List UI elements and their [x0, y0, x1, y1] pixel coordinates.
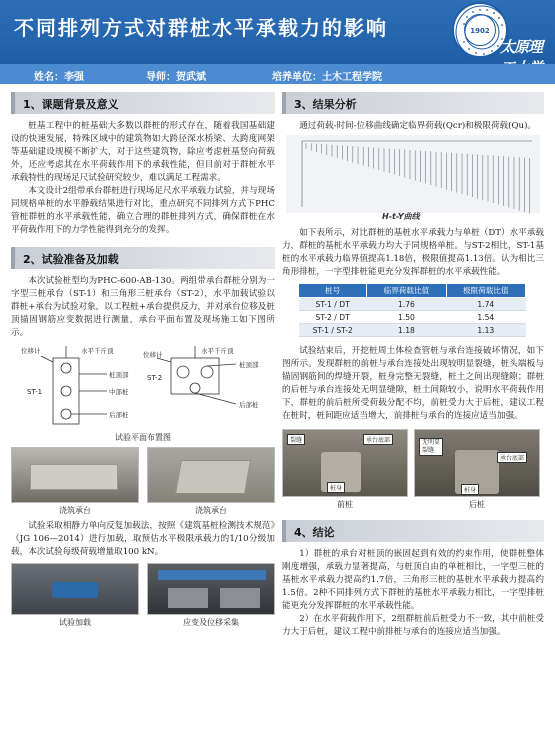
diagram-label-jack: 水平千斤顶: [81, 347, 114, 355]
paragraph: 2）在水平荷载作用下，2组群桩前后桩受力不一致，其中前桩受力大于后桩，建议工程中前排桩与承台的连接应适当加强。: [282, 614, 544, 637]
photo-block: [282, 429, 408, 510]
figure-caption: 后桩: [469, 500, 485, 509]
paragraph: 本文设计2组带承台群桩进行现场足尺水平承载力试验，并与现场同规格单桩的水平静载结果进行对比，重点研究不同排列方式下PHC管桩群桩的水平承载性能，确立合理的群桩排列方式，确保群桩在水平荷载作用下的力学性能得到充分的发挥。: [11, 186, 275, 235]
table-cell: 1.13: [446, 324, 525, 337]
photo-label-pile-2: 桩身: [461, 484, 479, 495]
diagram-label-back-2: 后部桩: [239, 401, 259, 409]
layout-diagram: [11, 344, 275, 436]
photo-label-pile: 桩身: [327, 482, 345, 493]
photo-block: [11, 563, 139, 628]
hty-chart: [282, 135, 544, 223]
table-cell: ST-1 / DT: [299, 298, 367, 311]
section-heading: 1、课题背景及意义: [11, 92, 275, 114]
photo-test-loading: [11, 563, 139, 615]
paragraph: 试验结束后，开挖桩周土体检查管桩与承台连接破坏情况，如下图所示。发现群桩的前桩与承台连接处出现较明显裂缝，桩头端板与锚固钢筋间的焊缝开裂，桩身完整无裂缝，桩土之间出现缝隙；群桩的后桩与承台连接处无明显缝隙，桩土间隙较小，说明水平荷载作用下，群桩的前后桩所受荷载分配不均，前桩受力大于后桩，建议工程在桩时，桩间距应适当增大，前排桩与承台的连接应适当加强。: [282, 346, 544, 421]
photo-cap-pouring-2: [147, 447, 275, 503]
diagram-label-st1: ST-1: [27, 388, 43, 396]
table-cell: 1.50: [367, 311, 446, 324]
photo-row: [11, 447, 275, 516]
photo-front-pile: [282, 429, 408, 497]
author-info-bar: [0, 64, 555, 84]
paragraph: 桩基工程中的桩基础大多数以群桩的形式存在，随着我国基础建设的快速发展，特殊区域中的建筑物如大跨径深水桥梁、大跨度网架等基础建设规模不断扩大，对于这些建筑物，除应考虑桩基竖向荷载外，还应考虑其在水平荷载作用下的承载性能，但目前对于群桩水平承载特性的现场足尺试验研究较少，难以满足工程需求。: [11, 121, 275, 183]
table-cell: 1.74: [446, 298, 525, 311]
paragraph: 本次试验桩型均为PHC-600-AB-130。两组带承台群桩分别为一字型三桩承台（ST-1）和三角形三桩承台（ST-2），水平加载试验以群桩+承台为试验对象，以工程桩+承台提供反力，并对承台位移及桩顶锚固钢筋应变数据进行测量，承台平面布置及现场施工如下图所示。: [11, 276, 275, 338]
photo-label-cap: 承台底部: [363, 434, 393, 445]
table-cell: 1.76: [367, 298, 446, 311]
figure-caption: 试验平面布置图: [115, 433, 171, 442]
left-column: [11, 92, 275, 628]
table-cell: 1.18: [367, 324, 446, 337]
diagram-label-disp-2: 位移计: [143, 351, 163, 359]
photo-label-crack: 裂缝: [287, 434, 305, 445]
university-name-script: 太原理: [500, 38, 543, 56]
table-header: 桩号: [299, 284, 367, 298]
figure-caption: 试验加载: [59, 618, 91, 627]
section-heading: 4、结论: [282, 520, 544, 542]
table-header-row: [299, 284, 526, 298]
paragraph: 通过荷载-时间-位移曲线确定临界荷载(Qcr)和极限荷载(Qu)。: [299, 121, 537, 131]
table-header: 临界荷载比值: [367, 284, 446, 298]
figure-caption: 应变及位移采集: [183, 618, 239, 627]
figure-caption: 前桩: [337, 500, 353, 509]
diagram-label-top-2: 桩顶部: [239, 361, 259, 369]
section-heading: 3、结果分析: [282, 92, 544, 114]
diagram-label-top: 桩顶部: [109, 371, 129, 379]
table-cell: ST-1 / ST-2: [299, 324, 367, 337]
table-cell: 1.54: [446, 311, 525, 324]
right-column: [282, 92, 544, 639]
photo-block: [147, 563, 275, 628]
poster-header: [0, 0, 555, 64]
ratio-table: [298, 283, 526, 337]
diagram-label-jack-2: 水平千斤顶: [201, 347, 234, 355]
table-row: [299, 298, 526, 311]
table-header: 极限荷载比值: [446, 284, 525, 298]
paragraph: 1）群桩的承台对桩顶的嵌固起到有效的约束作用，使群桩整体刚度增强，承载力显著提高，与桩顶自由的单桩相比，一字型三桩的基桩水平承载力提高约1.7倍，三角形三桩的基桩水平承载力提高约1.5倍。2种不同排列方式下群桩的基桩水平承载力相比，一字型排桩能更充分发挥群桩的水平承载性能。: [282, 549, 544, 611]
advisor-name: 导师：贺武斌: [146, 72, 206, 83]
author-name: 姓名：李强: [34, 72, 84, 83]
photo-row: [282, 429, 544, 510]
photo-back-pile: [414, 429, 540, 497]
training-unit: 培养单位：土木工程学院: [272, 72, 382, 83]
logo-year: 1902: [464, 14, 496, 46]
diagram-label-disp: 位移计: [21, 347, 41, 355]
paragraph: 如下表所示，对比群桩的基桩水平承载力与单桩（DT）水平承载力，群桩的基桩水平承载力均大于同规格单桩。与ST-2相比，ST-1基桩的水平承载力临界值提高1.18倍，极限值提高1.13倍。认为相比三角形排桩，一字型排桩能更充分发挥群桩的水平承载性能。: [282, 228, 544, 277]
photo-label-cap-2: 承台底部: [497, 452, 527, 463]
photo-row: [11, 563, 275, 628]
diagram-label-back: 后部桩: [109, 411, 129, 419]
photo-block: [414, 429, 540, 510]
table-row: [299, 324, 526, 337]
photo-label-weld: 无明显裂缝: [419, 438, 443, 456]
diagram-label-st2: ST-2: [147, 374, 163, 382]
chart-caption: H-t-Y曲线: [382, 212, 420, 221]
paragraph: 试验采取相静力单向反复加载法，按照《建筑基桩检测技术规范》（JG 106—2014）进行加载，取预估水平极限承载力的1/10分级加载，本次试验每级荷载增量取100 kN。: [11, 521, 275, 557]
section-heading: 2、试验准备及加载: [11, 247, 275, 269]
diagram-label-mid: 中部桩: [109, 388, 129, 396]
hty-chart-svg: [282, 135, 544, 223]
figure-caption: 浇筑承台: [59, 506, 91, 515]
photo-data-acquisition: [147, 563, 275, 615]
photo-block: [147, 447, 275, 516]
poster-title: 不同排列方式对群桩水平承载力的影响: [14, 16, 388, 40]
table-row: [299, 311, 526, 324]
figure-caption: 浇筑承台: [195, 506, 227, 515]
photo-block: [11, 447, 139, 516]
table-cell: ST-2 / DT: [299, 311, 367, 324]
photo-cap-pouring-1: [11, 447, 139, 503]
